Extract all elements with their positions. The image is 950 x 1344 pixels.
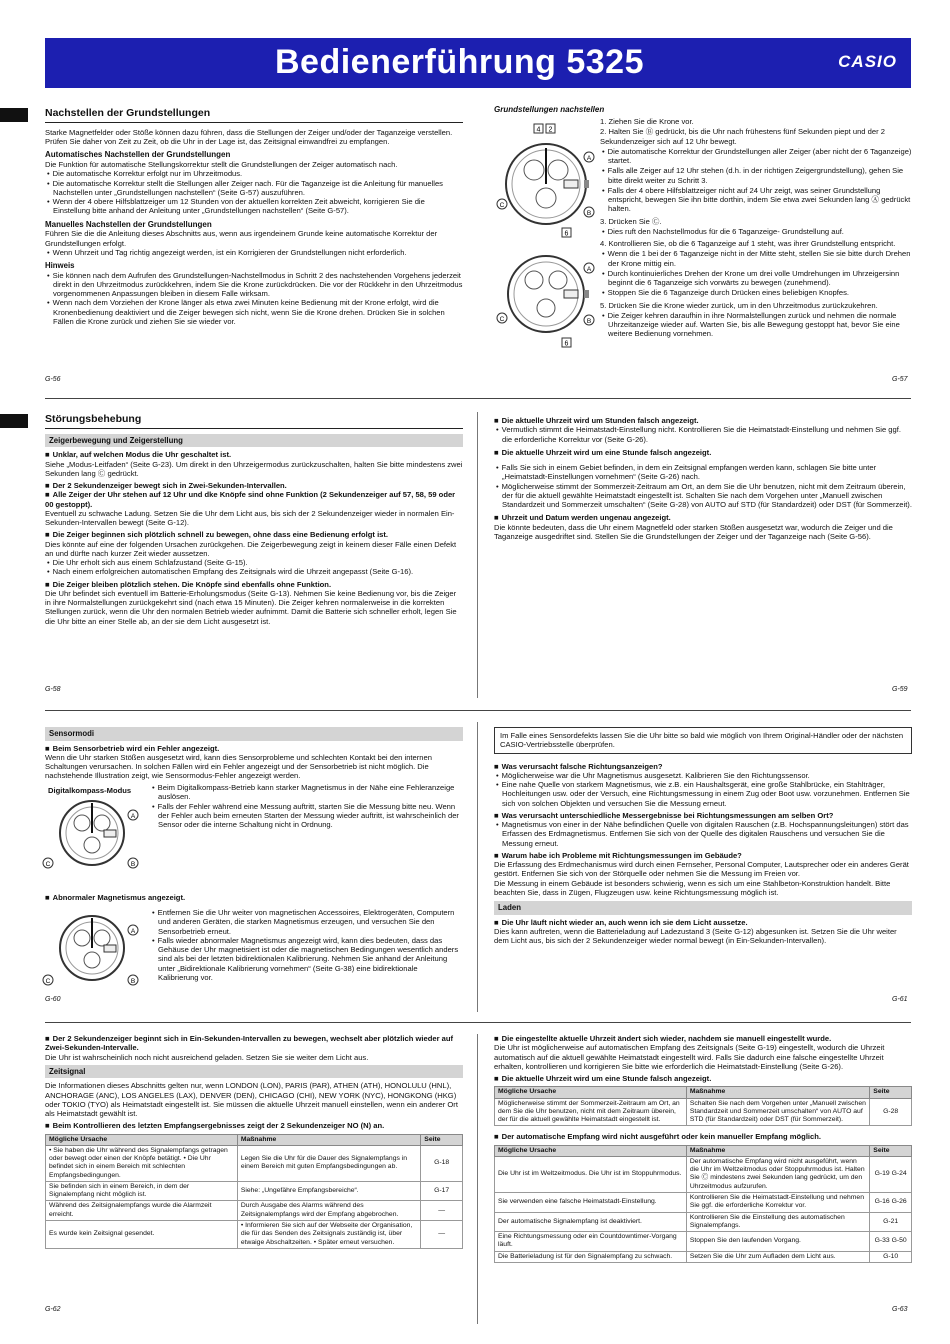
table-cell: Siehe: „Ungefähre Empfangsbereiche“.	[237, 1181, 420, 1201]
bullet: • Magnetismus von einer in der Nähe befindlichen Quelle von digitalen Rauschen (z.B. Hochspannungsleitungen) stört das Erfassen des Erdmagnetismus. Entfernen Sie sich von der Quelle des digitalen Rauschens und versuchen Sie die Messung erneut.	[494, 820, 912, 848]
table-header-row	[495, 1087, 912, 1098]
answer: Die Erfassung des Erdmechanismus wird durch einen Fernseher, Personal Computer, Lautsprecher oder ein anderes Gerät gestört. Entfernen Sie sich von der Störquelle oder nehmen Sie die Messung im Freien vor.	[494, 860, 909, 879]
button-b-label: B	[130, 978, 136, 985]
casio-logo: CASIO	[838, 52, 897, 71]
bullet: • Vermutlich stimmt die Heimatstadt-Einstellung nicht. Kontrollieren Sie die Heimatstadt-Einstellung und nehmen Sie ggf. die erforderliche Korrektur vor (Seite G-26).	[494, 425, 912, 444]
answer: Dies könnte auf eine der folgenden Ursachen zurückgehen. Die Zeigerbewegung zeigt in keinem dieser Fälle einen Defekt an und dürfte nach kurzer Zeit wieder aussetzen.	[45, 539, 457, 558]
section-bar: Zeigerbewegung und Zeigerstellung	[45, 434, 463, 448]
button-c-label: C	[499, 202, 505, 209]
table-cell: G-28	[870, 1098, 912, 1126]
bullet: • Die Uhr erholt sich aus einem Schlafzustand (Seite G-15).	[45, 558, 463, 567]
table-header: Maßnahme	[686, 1087, 869, 1098]
question: ■ Was verursacht unterschiedliche Messergebnisse bei Richtungsmessungen am selben Ort?	[494, 811, 912, 820]
table-cell: G-21	[870, 1212, 912, 1232]
table-cell: Der automatische Empfang wird nicht ausgeführt, wenn die Uhr im Weltzeitmodus oder Stoppuhrmodus ist. Halten Sie Ⓒ mindestens zwei Sekunden lang gedrückt, um den Uhrzeitmodus aufzurufen.	[686, 1156, 869, 1192]
answer: Die Uhr ist wahrscheinlich noch nicht ausreichend geladen. Setzen Sie sie weiter dem Licht aus.	[45, 1052, 369, 1062]
divider	[477, 1034, 478, 1324]
cause-table	[494, 1145, 912, 1263]
figure-label: Digitalkompass-Modus	[48, 786, 132, 795]
answer: Wenn die Uhr starken Stößen ausgesetzt wird, kann dies Sensorprobleme und schlechten Kontakt bei den internen Schaltungen verursachen. In solchen Fällen wird ein Fehler angezeigt und der Sensorbetrieb ist nicht möglich. Die nachstehende Illustration zeigt, wie Sensormodus-Fehler angezeigt werden.	[45, 752, 432, 781]
table-cell: G-18	[421, 1145, 463, 1181]
watch-diagram	[494, 250, 598, 350]
cause-table	[45, 1134, 463, 1249]
page-number: G-62	[45, 1306, 61, 1313]
table-row	[46, 1221, 463, 1249]
page-title: Bedienerführung 5325	[275, 43, 644, 81]
subheading: Automatisches Nachstellen der Grundstellungen	[45, 150, 231, 160]
cause-table	[494, 1086, 912, 1126]
bullet: • Falls wieder abnormaler Magnetismus angezeigt wird, kann dies bedeuten, dass das Gehäuse der Uhr magnetisiert ist oder die magnetischen Bedingungen wesentlich anders sind als bei der letzten bidirektionalen Kalibrierung. Nehmen Sie anhand der Anleitung unter „Bidirektionale Kalibrierung vornehmen“ (Seite G-38) eine bidirektionale Kalibrierung vor.	[150, 936, 460, 982]
table-header: Seite	[421, 1134, 463, 1145]
question: ■ Der automatische Empfang wird nicht ausgeführt oder kein manueller Empfang möglich.	[494, 1132, 912, 1141]
table-cell: Die Batterieladung ist für den Signalempfang zu schwach.	[495, 1251, 687, 1262]
table-row	[495, 1156, 912, 1192]
divider	[477, 722, 478, 1012]
compass-notes	[150, 783, 460, 829]
table-cell: Möglicherweise stimmt der Sommerzeit-Zeitraum am Ort, an dem Sie die Uhr benutzen, nicht mit dem Zeitraum überein, der für die aktuell gewählte Heimatstadt eingestellt ist.	[495, 1098, 687, 1126]
question: ■ Die aktuelle Uhrzeit wird um eine Stunde falsch angezeigt.	[494, 448, 912, 457]
question: ■ Unklar, auf welchen Modus die Uhr geschaltet ist.	[45, 450, 463, 459]
button-a-label: A	[586, 266, 592, 273]
bullet: • Wenn der 4 obere Hilfsblattzeiger um 12 Stunden von der aktuellen korrekten Zeit abweicht, korrigieren Sie die Einstellung bitte anhand der Anleitung unter „Grundstellungen nachstellen“ (Seite G-57).	[45, 197, 463, 216]
step: 5. Drücken Sie die Krone wieder zurück, um in den Uhrzeitmodus zurückzukehren.	[600, 300, 878, 310]
question: ■ Alle Zeiger der Uhr stehen auf 12 Uhr und dke Knöpfe sind ohne Funktion (2 Sekundenzeiger auf 57, 58, 59 oder 00 gestoppt).	[45, 490, 463, 509]
question: ■ Der 2 Sekundenzeiger bewegt sich in Zwei-Sekunden-Intervallen.	[45, 481, 463, 490]
paragraph: Starke Magnetfelder oder Stöße können dazu führen, dass die Stellungen der Zeiger und/oder der Taganzeige verstellen. Prüfen Sie daher von Zeit zu Zeit, ob die Uhr in der Lage ist, das Zeitsignal einwandfrei zu empfangen.	[45, 127, 453, 147]
page-g61	[494, 727, 912, 945]
page-g62	[45, 1034, 463, 1249]
table-row	[46, 1201, 463, 1221]
page-number: G-57	[892, 376, 908, 383]
subheading: Manuelles Nachstellen der Grundstellungen	[45, 219, 212, 229]
table-row	[495, 1098, 912, 1126]
section-bar: Zeitsignal	[45, 1065, 463, 1079]
table-row	[495, 1232, 912, 1252]
table-cell: G-33 G-50	[870, 1232, 912, 1252]
label-4: 4	[536, 126, 541, 134]
table-cell: Eine Richtungsmessung oder ein Countdowntimer-Vorgang läuft.	[495, 1232, 687, 1252]
button-c-label: C	[45, 861, 51, 868]
page-number: G-60	[45, 996, 61, 1003]
table-header: Seite	[870, 1087, 912, 1098]
bullet: • Falls der Fehler während eine Messung auftritt, starten Sie die Messung bitte neu. Wenn der Fehler auch beim erneuten Starten der Messung wieder auftritt, ist wahrscheinlich der Sensor oder die interne Schaltung nicht in Ordnung.	[150, 802, 460, 830]
question: ■ Beim Kontrollieren des letzten Empfangsergebnisses zeigt der 2 Sekundenzeiger NO (N) an.	[45, 1121, 463, 1130]
question: ■ Uhrzeit und Datum werden ungenau angezeigt.	[494, 513, 912, 522]
section-heading: Grundstellungen nachstellen	[494, 105, 605, 114]
page-g60	[45, 727, 463, 781]
question: ■ Die eingestellte aktuelle Uhrzeit ändert sich wieder, nachdem sie manuell eingestellt wurde.	[494, 1034, 912, 1043]
bullet: • Falls der 4 obere Hilfsblattzeiger nicht auf 24 Uhr zeigt, was seiner Grundstellung entspricht, bewegen Sie ihn bitte dorthin, indem Sie etwa zwei Sekunden lang Ⓐ gedrückt halten.	[600, 186, 912, 214]
divider	[45, 710, 911, 711]
step: 3. Drücken Sie Ⓒ.	[600, 216, 662, 226]
paragraph: Führen Sie die die Anleitung dieses Abschnitts aus, wenn aus irgendeinem Grunde keine automatische Korrektur der Grundstellungen erfolgt.	[45, 229, 438, 248]
label-2: 2	[548, 126, 553, 134]
divider	[477, 412, 478, 698]
subheading: Hinweis	[45, 261, 75, 271]
page-number: G-59	[892, 686, 908, 693]
step: 2. Halten Sie Ⓑ gedrückt, bis die Uhr nach frühestens fünf Sekunden piept und der 2 Sekundenzeiger sich auf 12 Uhr bewegt.	[600, 127, 885, 146]
bullet: • Die automatische Korrektur der Grundstellungen aller Zeiger (aber nicht der 6 Taganzeige) startet.	[600, 147, 912, 166]
bullet: • Falls Sie sich in einem Gebiet befinden, in dem ein Zeitsignal empfangen werden kann, schlagen Sie bitte unter „Heimatstadt-Einstellungen vornehmen“ (Seite G-26) nach.	[494, 463, 912, 482]
header-banner	[45, 38, 911, 88]
table-cell: Schalten Sie nach dem Vorgehen unter „Manuell zwischen Standardzeit und Sommerzeit umschalten“ von AUTO auf STD (für Standardzeit) oder DST (für Sommerzeit).	[686, 1098, 869, 1126]
page-g59	[494, 413, 912, 541]
bullet: • Eine nahe Quelle von starkem Magnetismus, wie z.B. ein Haushaltsgerät, eine große Stahlbrücke, ein Stahlträger, Hochleitungen usw. oder der Versuch, eine Richtungsmessung in einem Zug oder Boot usw. vorzunehmen. Entfernen Sie sich von solchen Objekten und versuchen Sie die Messung erneut.	[494, 780, 912, 808]
button-a-label: A	[130, 928, 136, 935]
table-header-row	[46, 1134, 463, 1145]
bullet: • Möglicherweise war die Uhr Magnetismus ausgesetzt. Kalibrieren Sie den Richtungssensor.	[494, 771, 912, 780]
table-header: Mögliche Ursache	[495, 1087, 687, 1098]
table-cell: G-10	[870, 1251, 912, 1262]
bullet: • Wenn nach dem Vorziehen der Krone länger als etwa zwei Minuten keine Bedienung mit der Krone erfolgt, wird die Kronenbedienung deaktiviert und die Zeiger bewegen sich nicht, wenn Sie die Krone drehen. Drücken Sie in solchen Fällen die Krone zurück und ziehen Sie sie wieder vor.	[45, 298, 463, 326]
question: ■ Die Zeiger beginnen sich plötzlich schnell zu bewegen, ohne dass eine Bedienung erfolgt ist.	[45, 530, 463, 539]
step: 1. Ziehen Sie die Krone vor.	[600, 117, 694, 126]
question: ■ Die Uhr läuft nicht wieder an, auch wenn ich sie dem Licht aussetze.	[494, 918, 912, 927]
bullet: • Die Zeiger kehren daraufhin in ihre Normalstellungen zurück und nehmen die normale Uhrzeitanzeige wieder auf. Warten Sie, bis alle Bewegung gestoppt hat, bevor Sie eine weitere Bedienung vornehmen.	[600, 311, 912, 339]
page-g63	[494, 1034, 912, 1263]
table-row	[495, 1251, 912, 1262]
page-number: G-58	[45, 686, 61, 693]
button-b-label: B	[130, 861, 136, 868]
question: ■ Die aktuelle Uhrzeit wird um eine Stunde falsch angezeigt.	[494, 1074, 912, 1083]
watch-diagram	[494, 122, 598, 247]
watch-diagram-magnetism	[40, 910, 144, 988]
bullet: • Nach einem erfolgreichen automatischen Empfang des Zeitsignals wird die Uhrzeit angepasst (Seite G-16).	[45, 567, 463, 576]
section-tab-marker	[0, 108, 28, 122]
table-cell: Während des Zeitsignalempfangs wurde die Alarmzeit erreicht.	[46, 1201, 238, 1221]
answer: Eventuell zu schwache Ladung. Setzen Sie die Uhr dem Licht aus, bis sich der 2 Sekundenzeiger wieder in normalen Ein-Sekunden-Intervallen bewegt (Seite G-12).	[45, 508, 455, 528]
section-heading: Nachstellen der Grundstellungen	[45, 107, 463, 123]
question: ■ Der 2 Sekundenzeiger beginnt sich in Ein-Sekunden-Intervallen zu bewegen, wechselt aber plötzlich wieder auf Zwei-Sekunden-Intervalle.	[45, 1034, 463, 1053]
paragraph: Die Funktion für automatische Stellungskorrektur stellt die Grundstellungen der Zeiger automatisch nach.	[45, 160, 398, 170]
bullet: • Sie können nach dem Aufrufen des Grundstellungen-Nachstellmodus in Schritt 2 des nachstehenden Vorgehens jederzeit direkt in den Uhrzeitmodus zurückkehren, indem Sie die Krone zurückdrücken. Die vor der Rückkehr in den Uhrzeitmodus vorgenommenen Anpassungen bleiben in diesem Falle wirksam.	[45, 271, 463, 299]
divider	[45, 398, 911, 399]
page-g56	[45, 107, 463, 326]
table-cell: • Informieren Sie sich auf der Webseite der Organisation, die für das Senden des Zeitsignals zuständig ist, über etwaige Abschaltzeiten. • Später erneut versuchen.	[237, 1221, 420, 1249]
magnetism-notes	[150, 908, 460, 982]
bullet: • Die automatische Korrektur stellt die Stellungen aller Zeiger nach. Für die Taganzeige ist die Anleitung für manuelles Nachstellen unter „Grundstellungen nachstellen“ (Seite G-57) auszuführen.	[45, 179, 463, 198]
answer: Dies kann auftreten, wenn die Batterieladung auf Ladezustand 3 (Seite G-12) abgesunken ist. Setzen Sie die Uhr weiter dem Licht aus, bis sich der 2 Sekundenzeiger wieder normal bewegt (in Ein-Sekunden-Intervallen).	[494, 926, 897, 945]
page-g58	[45, 413, 463, 626]
page-number: G-61	[892, 996, 908, 1003]
question: ■ Die aktuelle Uhrzeit wird um Stunden falsch angezeigt.	[494, 416, 912, 425]
bullet: • Dies ruft den Nachstellmodus für die 6 Taganzeige- Grundstellung auf.	[600, 227, 912, 236]
answer: Die Messung in einem Gebäude ist besonders schwierig, wenn es sich um eine Stahlbeton-Konstruktion handelt. Bitte beachten Sie, dass in Zügen, Flugzeugen usw. keine Richtungsmessung möglich ist.	[494, 878, 891, 897]
table-cell: Stoppen Sie den laufenden Vorgang.	[686, 1232, 869, 1252]
question: ■ Die Zeiger bleiben plötzlich stehen. Die Knöpfe sind ebenfalls ohne Funktion.	[45, 580, 463, 589]
answer: Siehe „Modus-Leitfaden“ (Seite G-23). Um direkt in den Uhrzeigermodus zurückzuschalten, halten Sie bitte mindestens zwei Sekunden lang Ⓒ gedrückt.	[45, 459, 463, 478]
bullet: • Wenn die 1 bei der 6 Taganzeige nicht in der Mitte steht, stellen Sie sie bitte durch Drehen der Krone mittig ein.	[600, 249, 912, 268]
section-heading: Störungsbehebung	[45, 413, 463, 429]
bullet: • Durch kontinuierliches Drehen der Krone um drei volle Umdrehungen im Uhrzeigersinn beginnt die 6 Taganzeige sich vorwärts zu bewegen (zunehmend).	[600, 269, 912, 288]
table-header: Mögliche Ursache	[46, 1134, 238, 1145]
label-6: 6	[564, 230, 569, 238]
table-cell: Die Uhr ist im Weltzeitmodus. Die Uhr ist im Stoppuhrmodus.	[495, 1156, 687, 1192]
table-cell: Sie verwenden eine falsche Heimatstadt-Einstellung.	[495, 1193, 687, 1213]
page-number: G-56	[45, 376, 61, 383]
table-header: Mögliche Ursache	[495, 1145, 687, 1156]
table-cell: • Sie haben die Uhr während des Signalempfangs getragen oder bewegt oder einen der Knöpfe betätigt. • Die Uhr befindet sich in einem Bereich mit schlechten Empfangsbedingungen.	[46, 1145, 238, 1181]
table-row	[46, 1145, 463, 1181]
answer: Die Uhr ist möglicherweise auf automatischen Empfang des Zeitsignals (Seite G-19) eingestellt, wodurch die Uhrzeit automatisch auf die aktuell gewählte Heimatstadt eingestellt wird. Falls Sie dadurch eine falsche eingestellte Uhrzeit erhalten, kontrollieren und korrigieren Sie bitte wie erforderlich die Heimatstadt-Einstellung (Seite G-26).	[494, 1043, 885, 1071]
bullet: • Stoppen Sie die 6 Taganzeige durch Drücken eines beliebigen Knopfes.	[600, 288, 912, 297]
button-a-label: A	[586, 155, 592, 162]
question: ■ Beim Sensorbetrieb wird ein Fehler angezeigt.	[45, 744, 463, 753]
bullet: • Entfernen Sie die Uhr weiter von magnetischen Accessoires, Elektrogeräten, Computern und anderen Geräten, die starken Magnetismus erzeugen, und versuchen Sie den Sensorbetrieb erneut.	[150, 908, 460, 936]
answer: Die könnte bedeuten, dass die Uhr einem Magnetfeld oder starken Stößen ausgesetzt war, wodurch die Zeiger und die Taganzeige ausgedriftet sind. Stellen Sie die Grundstellungen der Zeiger und der Taganzeige nach (Seite G-56).	[494, 522, 893, 541]
table-cell: G-17	[421, 1181, 463, 1201]
table-row	[46, 1181, 463, 1201]
section-bar: Sensormodi	[45, 727, 463, 741]
table-row	[495, 1193, 912, 1213]
button-b-label: B	[586, 318, 592, 325]
button-c-label: C	[499, 316, 505, 323]
step: 4. Kontrollieren Sie, ob die 6 Taganzeige auf 1 steht, was ihrer Grundstellung entspricht.	[600, 239, 896, 248]
table-cell: Sie befinden sich in einem Bereich, in dem der Signalempfang nicht möglich ist.	[46, 1181, 238, 1201]
bullet: • Beim Digitalkompass-Betrieb kann starker Magnetismus in der Nähe eine Fehleranzeige auslösen.	[150, 783, 460, 802]
table-cell: G-16 G-26	[870, 1193, 912, 1213]
g57-steps	[600, 117, 912, 340]
question: ■ Abnormaler Magnetismus angezeigt.	[45, 893, 463, 902]
table-cell: Setzen Sie die Uhr zum Aufladen dem Licht aus.	[686, 1251, 869, 1262]
table-cell: G-19 G-24	[870, 1156, 912, 1192]
bullet: • Falls alle Zeiger auf 12 Uhr stehen (d.h. in der richtigen Zeigergrundstellung), gehen Sie bitte direkt weiter zu Schritt 3.	[600, 166, 912, 185]
section-tab-marker	[0, 414, 28, 428]
bullet: • Möglicherweise stimmt der Sommerzeit-Zeitraum am Ort, an dem Sie die Uhr benutzen, nicht mit dem Zeitraum überein, der für die aktuell gewählte Heimatstadt eingestellt ist. Schalten Sie nach dem Vorgehen unter „Manuell zwischen Standardzeit und Sommerzeit umschalten“ (Seite G-28) von AUTO auf STD (für Standardzeit) oder DST (für Sommerzeit).	[494, 482, 912, 510]
table-cell: Der automatische Signalempfang ist deaktiviert.	[495, 1212, 687, 1232]
button-c-label: C	[45, 978, 51, 985]
table-cell: —	[421, 1201, 463, 1221]
divider	[45, 1022, 911, 1023]
table-header-row	[495, 1145, 912, 1156]
question: ■ Was verursacht falsche Richtungsanzeigen?	[494, 762, 912, 771]
section-bar: Laden	[494, 901, 912, 915]
table-cell: Durch Ausgabe des Alarms während des Zeitsignalempfangs wird der Empfang abgebrochen.	[237, 1201, 420, 1221]
table-cell: —	[421, 1221, 463, 1249]
button-b-label: B	[586, 210, 592, 217]
table-header: Maßnahme	[237, 1134, 420, 1145]
label-6: 6	[564, 340, 569, 348]
table-cell: Kontrollieren Sie die Heimatstadt-Einstellung und nehmen Sie ggf. die erforderliche Korrektur vor.	[686, 1193, 869, 1213]
table-cell: Es wurde kein Zeitsignal gesendet.	[46, 1221, 238, 1249]
table-header: Seite	[870, 1145, 912, 1156]
paragraph: Die Informationen dieses Abschnitts gelten nur, wenn LONDON (LON), PARIS (PAR), ATHEN (ATH), HONOLULU (HNL), ANCHORAGE (ANC), LOS ANGELES (LAX), DENVER (DEN), CHICAGO (CHI), NEW YORK (NYC), HONGKONG (HKG) oder TOKIO (TYO) als Heimatstadt eingestellt ist. Sie müssen die aktuelle Uhrzeit manuell einstellen, wenn ein anderer Ort als Heimatstadt gewählt ist.	[45, 1081, 458, 1118]
question: ■ Warum habe ich Probleme mit Richtungsmessungen im Gebäude?	[494, 851, 912, 860]
bullet: • Die automatische Korrektur erfolgt nur im Uhrzeitmodus.	[45, 169, 463, 178]
magnetism-question	[45, 893, 463, 902]
watch-diagram-compass	[40, 797, 144, 871]
table-cell: Legen Sie die Uhr für die Dauer des Signalempfangs in einem Bereich mit guten Empfangsbedingungen ab.	[237, 1145, 420, 1181]
notice-box: Im Falle eines Sensordefekts lassen Sie die Uhr bitte so bald wie möglich von Ihrem Original-Händler oder der nächsten CASIO-Vertriebsstelle überprüfen.	[494, 727, 912, 754]
page-g57	[494, 105, 912, 115]
answer: Die Uhr befindet sich eventuell im Batterie-Erholungsmodus (Seite G-13). Nehmen Sie keine Bedienung vor, bis die Zeiger in ihre Normalstellungen zurückgekehrt sind (nach etwa 15 Minuten). Die Zeiger kehren normalerweise in die korrekten Stellungen zurück, wenn die Uhr den normalen Betrieb wieder aufnimmt. Damit die Batterie sich schneller erholt, legen Sie die Uhr bitte an einer Stelle ab, an der sie dem Licht ausgesetzt ist.	[45, 588, 457, 626]
table-cell: Kontrollieren Sie die Einstellung des automatischen Signalempfangs.	[686, 1212, 869, 1232]
bullet: • Wenn Uhrzeit und Tag richtig angezeigt werden, ist ein Korrigieren der Grundstellungen nicht erforderlich.	[45, 248, 463, 257]
table-row	[495, 1212, 912, 1232]
page-number: G-63	[892, 1306, 908, 1313]
button-a-label: A	[130, 813, 136, 820]
table-header: Maßnahme	[686, 1145, 869, 1156]
